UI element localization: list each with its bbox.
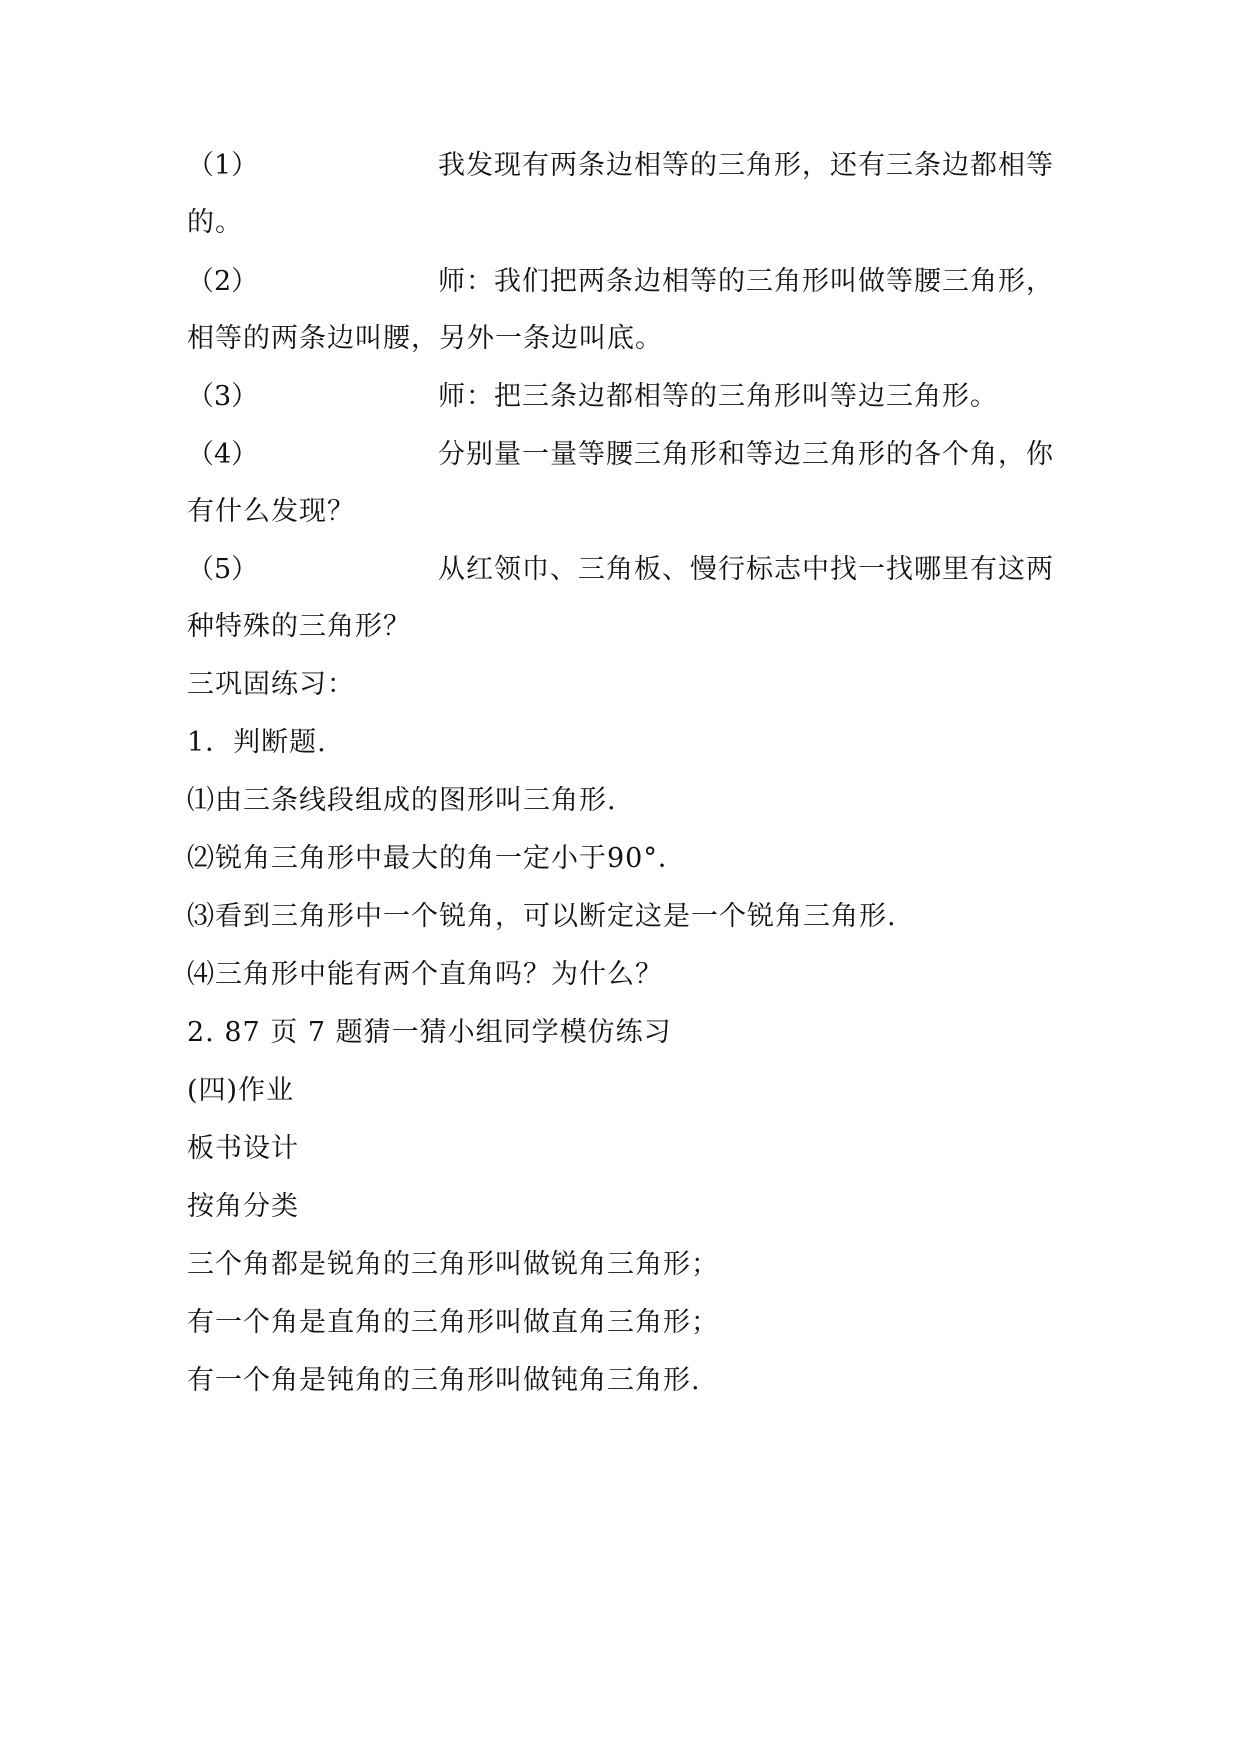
definition-obtuse: 有一个角是钝角的三角形叫做钝角三角形. [187,1365,701,1396]
question-2: 2. 87 页 7 题猜一猜小组同学模仿练习 [187,1017,672,1048]
section-4-heading: (四)作业 [187,1075,295,1106]
item-1-continuation: 的。 [187,207,243,238]
item-1-text: 我发现有两条边相等的三角形，还有三条边都相等 [438,150,1054,181]
item-4-number: （4） [187,439,259,470]
section-3-heading: 三巩固练习： [187,669,355,700]
item-3-number: （3） [187,381,259,412]
item-2-text: 师：我们把两条边相等的三角形叫做等腰三角形， [438,266,1054,297]
item-2-number: （2） [187,266,259,297]
item-5-number: （5） [187,554,259,585]
item-4-continuation: 有什么发现？ [187,496,355,527]
question-1-heading: 1．判断题. [187,727,327,758]
item-5-text: 从红领巾、三角板、慢行标志中找一找哪里有这两 [438,554,1054,585]
judgement-4: ⑷三角形中能有两个直角吗？为什么？ [187,959,663,990]
item-2-continuation: 相等的两条边叫腰，另外一条边叫底。 [187,323,663,354]
item-4-text: 分别量一量等腰三角形和等边三角形的各个角，你 [438,439,1054,470]
classify-by-angle-heading: 按角分类 [187,1191,299,1222]
judgement-2: ⑵锐角三角形中最大的角一定小于90°． [187,843,686,874]
item-1-number: （1） [187,150,259,181]
definition-acute: 三个角都是锐角的三角形叫做锐角三角形； [187,1249,719,1280]
definition-right: 有一个角是直角的三角形叫做直角三角形； [187,1307,719,1338]
judgement-1: ⑴由三条线段组成的图形叫三角形. [187,785,617,816]
item-5-continuation: 种特殊的三角形？ [187,611,411,642]
judgement-3: ⑶看到三角形中一个锐角，可以断定这是一个锐角三角形. [187,901,897,932]
item-3-text: 师：把三条边都相等的三角形叫等边三角形。 [438,381,998,412]
board-design-heading: 板书设计 [187,1133,299,1164]
